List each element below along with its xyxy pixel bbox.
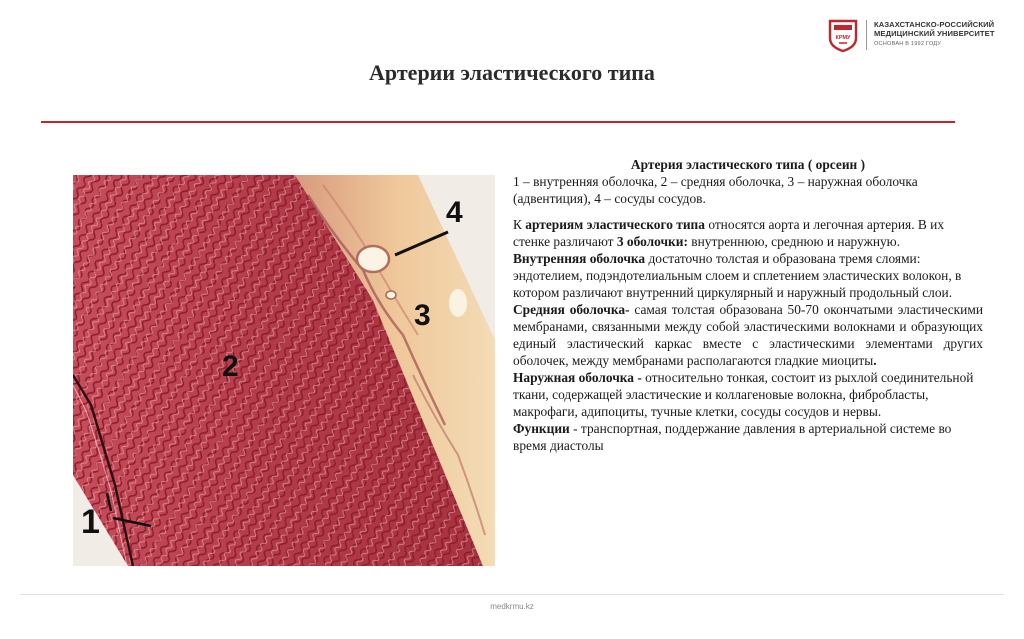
middle-coat-text: самая толстая образована 50-70 окончатыми эластическими мембранами, связанными между собой эластическими волокнами и образующих единый эластический каркас вместе с эластическими элементами других оболочек, между мембранами располагаются гладкие миоциты xyxy=(513,302,983,368)
shield-text: КРМУ xyxy=(835,35,851,41)
paragraph-intro xyxy=(513,216,983,250)
paragraph-outer-coat xyxy=(513,369,983,420)
university-logo xyxy=(828,16,1008,56)
footer-url[interactable]: medkrmu.kz xyxy=(490,602,534,611)
caption-title: Артерия эластического типа xyxy=(630,157,805,172)
paragraph-inner-coat xyxy=(513,250,983,301)
shield-logo-icon xyxy=(828,18,858,52)
page-title: Артерии эластического типа xyxy=(369,60,655,85)
middle-coat-title: Средняя оболочка- xyxy=(513,302,630,317)
title-divider xyxy=(41,121,955,123)
artery-micrograph xyxy=(73,175,495,566)
middle-coat-end: . xyxy=(873,353,877,368)
intro-part-b: артериям эластического типа xyxy=(525,217,705,232)
footer-divider xyxy=(20,594,1004,595)
university-name xyxy=(874,20,995,38)
inner-coat-title: Внутренняя оболочка xyxy=(513,251,646,266)
outer-coat-title: Наружная оболочка - xyxy=(513,370,642,385)
inner-coat-text: достаточно толстая и образована тремя слоями: эндотелием, подэндотелиальным слоем и сплетением эластических волокон, в котором различают внутренний циркулярный и наружный продольный слои. xyxy=(513,251,962,300)
label-4: 4 xyxy=(446,196,463,229)
intro-part-d: 3 оболочки: xyxy=(616,234,688,249)
intro-part-c: относятся аорта и легочная артерия. В их стенке различают xyxy=(513,217,945,249)
label-1: 1 xyxy=(81,503,100,541)
description-text xyxy=(513,156,983,454)
paragraph-middle-coat xyxy=(513,301,983,369)
caption-stain: ( орсеин ) xyxy=(804,157,866,172)
paragraph-functions xyxy=(513,420,983,454)
micrograph-image xyxy=(73,175,495,566)
intro-part-a: К xyxy=(513,217,526,232)
outer-coat-text: относительно тонкая, состоит из рыхлой соединительной ткани, содержащей эластические и коллагеновые волокна, фибробласты, макрофаги, адипоциты, тучные клетки, сосуды сосудов и нервы. xyxy=(513,370,974,419)
intro-part-e: внутреннюю, среднюю и наружную. xyxy=(687,234,901,249)
university-name-line1: КАЗАХСТАНСКО-РОССИЙСКИЙ xyxy=(874,20,995,29)
label-3: 3 xyxy=(414,299,431,332)
figure-caption-title xyxy=(513,156,983,173)
founded-text: ОСНОВАН В 1992 ГОДУ xyxy=(874,41,942,47)
functions-title: Функции xyxy=(513,421,570,436)
label-2: 2 xyxy=(222,350,239,383)
university-name-line2: МЕДИЦИНСКИЙ УНИВЕРСИТЕТ xyxy=(874,29,995,38)
functions-text: - транспортная, поддержание давления в артериальной системе во время диастолы xyxy=(513,421,952,453)
logo-divider xyxy=(866,20,867,50)
figure-caption-legend: 1 – внутренняя оболочка, 2 – средняя оболочка, 3 – наружная оболочка (адвентиция), 4 – сосуды сосудов. xyxy=(513,174,918,206)
